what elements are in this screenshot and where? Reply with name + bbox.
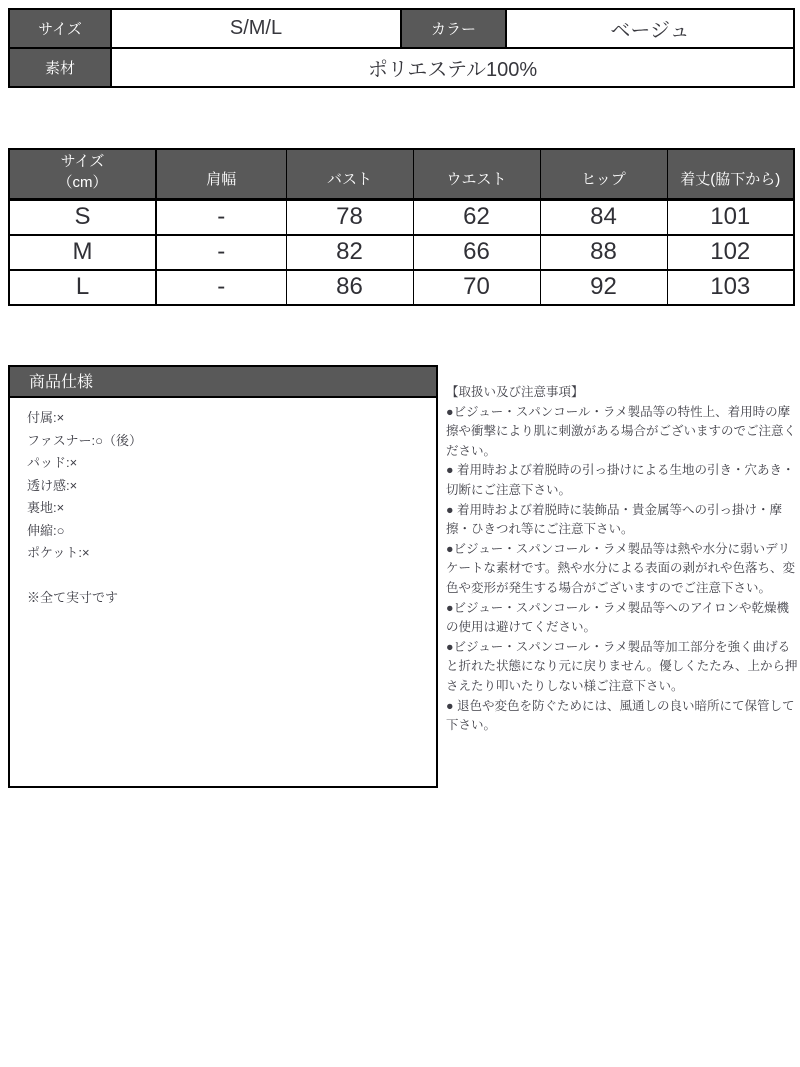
table-cell: 101	[667, 200, 794, 235]
size-chart-header-size	[9, 149, 156, 200]
handling-note-item: ●ビジュー・スパンコール・ラメ製品等は熱や水分に弱いデリケートな素材です。熱や水分による表面の剥がれや色落ち、変色や変形が発生する場合がございますのでご注意下さい。	[446, 541, 796, 595]
size-chart-header-bust: バスト	[286, 149, 413, 200]
table-cell: L	[9, 270, 156, 305]
handling-notes-title: 【取扱い及び注意事項】	[446, 385, 584, 399]
handling-note-item: ●ビジュー・スパンコール・ラメ製品等の特性上、着用時の摩擦や衝撃により肌に刺激がある場合がございますのでご注意ください。	[446, 404, 797, 458]
spec-measurement-note: ※全て実寸です	[27, 589, 119, 605]
spec-item-pocket: ポケット:×	[27, 545, 90, 560]
table-cell: 102	[667, 235, 794, 270]
spec-box-title: 商品仕様	[10, 367, 436, 398]
handling-note-item: ● 退色や変色を防ぐためには、風通しの良い暗所にて保管して下さい。	[446, 698, 795, 733]
spec-item-stretch: 伸縮:○	[27, 522, 65, 538]
table-cell: 92	[540, 270, 667, 305]
size-value-cell: S/M/L	[111, 9, 401, 48]
table-cell: 62	[413, 200, 540, 235]
info-row-size-color	[9, 9, 794, 48]
table-cell: -	[156, 270, 286, 305]
handling-note-item: ● 着用時および着脱時の引っ掛けによる生地の引き・穴あき・切断にご注意下さい。	[446, 463, 795, 497]
spec-item-accessory: 付属:×	[27, 410, 65, 425]
table-cell: -	[156, 235, 286, 270]
spec-box-body	[10, 398, 436, 618]
handling-note-item: ●ビジュー・スパンコール・ラメ製品等へのアイロンや乾燥機の使用は避けてください。	[446, 600, 790, 635]
handling-notes-section	[446, 383, 798, 736]
handling-note-item: ● 着用時および着脱時に装飾品・貴金属等への引っ掛け・摩擦・ひきつれ等にご注意下さい。	[446, 502, 783, 537]
table-cell: 84	[540, 200, 667, 235]
table-cell: S	[9, 200, 156, 235]
size-chart-header-row	[9, 149, 794, 200]
spec-item-sheerness: 透け感:×	[27, 477, 78, 493]
table-cell: -	[156, 200, 286, 235]
spec-item-fastener: ファスナー:○（後）	[27, 432, 142, 448]
product-info-table	[8, 8, 795, 88]
table-cell: 82	[286, 235, 413, 270]
handling-note-item: ●ビジュー・スパンコール・ラメ製品等加工部分を強く曲げると折れた状態になり元に戻りません。優しくたたみ、上から押さえたり叩いたりしない様ご注意下さい。	[446, 639, 798, 693]
size-chart-header-waist: ウエスト	[413, 149, 540, 200]
size-chart-header-size-line1: サイズ	[60, 153, 105, 170]
table-cell: 86	[286, 270, 413, 305]
size-chart-header-shoulder: 肩幅	[156, 149, 286, 200]
color-value-cell: ベージュ	[506, 9, 794, 48]
table-cell: 103	[667, 270, 794, 305]
size-label-cell: サイズ	[9, 9, 111, 48]
spec-item-pad: パッド:×	[27, 455, 78, 470]
product-spec-box	[8, 365, 438, 788]
size-row-m	[9, 235, 794, 270]
spec-item-lining: 裏地:×	[27, 500, 65, 515]
table-cell: 66	[413, 235, 540, 270]
table-cell: 88	[540, 235, 667, 270]
size-chart-header-size-line2: （cm）	[57, 174, 108, 191]
table-cell: 70	[413, 270, 540, 305]
material-label-cell: 素材	[9, 48, 111, 87]
size-chart-header-hip: ヒップ	[540, 149, 667, 200]
material-value-cell: ポリエステル100%	[111, 48, 794, 87]
size-row-l	[9, 270, 794, 305]
color-label-cell: カラー	[401, 9, 506, 48]
table-cell: M	[9, 235, 156, 270]
size-chart-header-length: 着丈(脇下から)	[667, 149, 794, 200]
size-chart-table	[8, 148, 795, 306]
table-cell: 78	[286, 200, 413, 235]
size-row-s	[9, 200, 794, 235]
info-row-material	[9, 48, 794, 87]
